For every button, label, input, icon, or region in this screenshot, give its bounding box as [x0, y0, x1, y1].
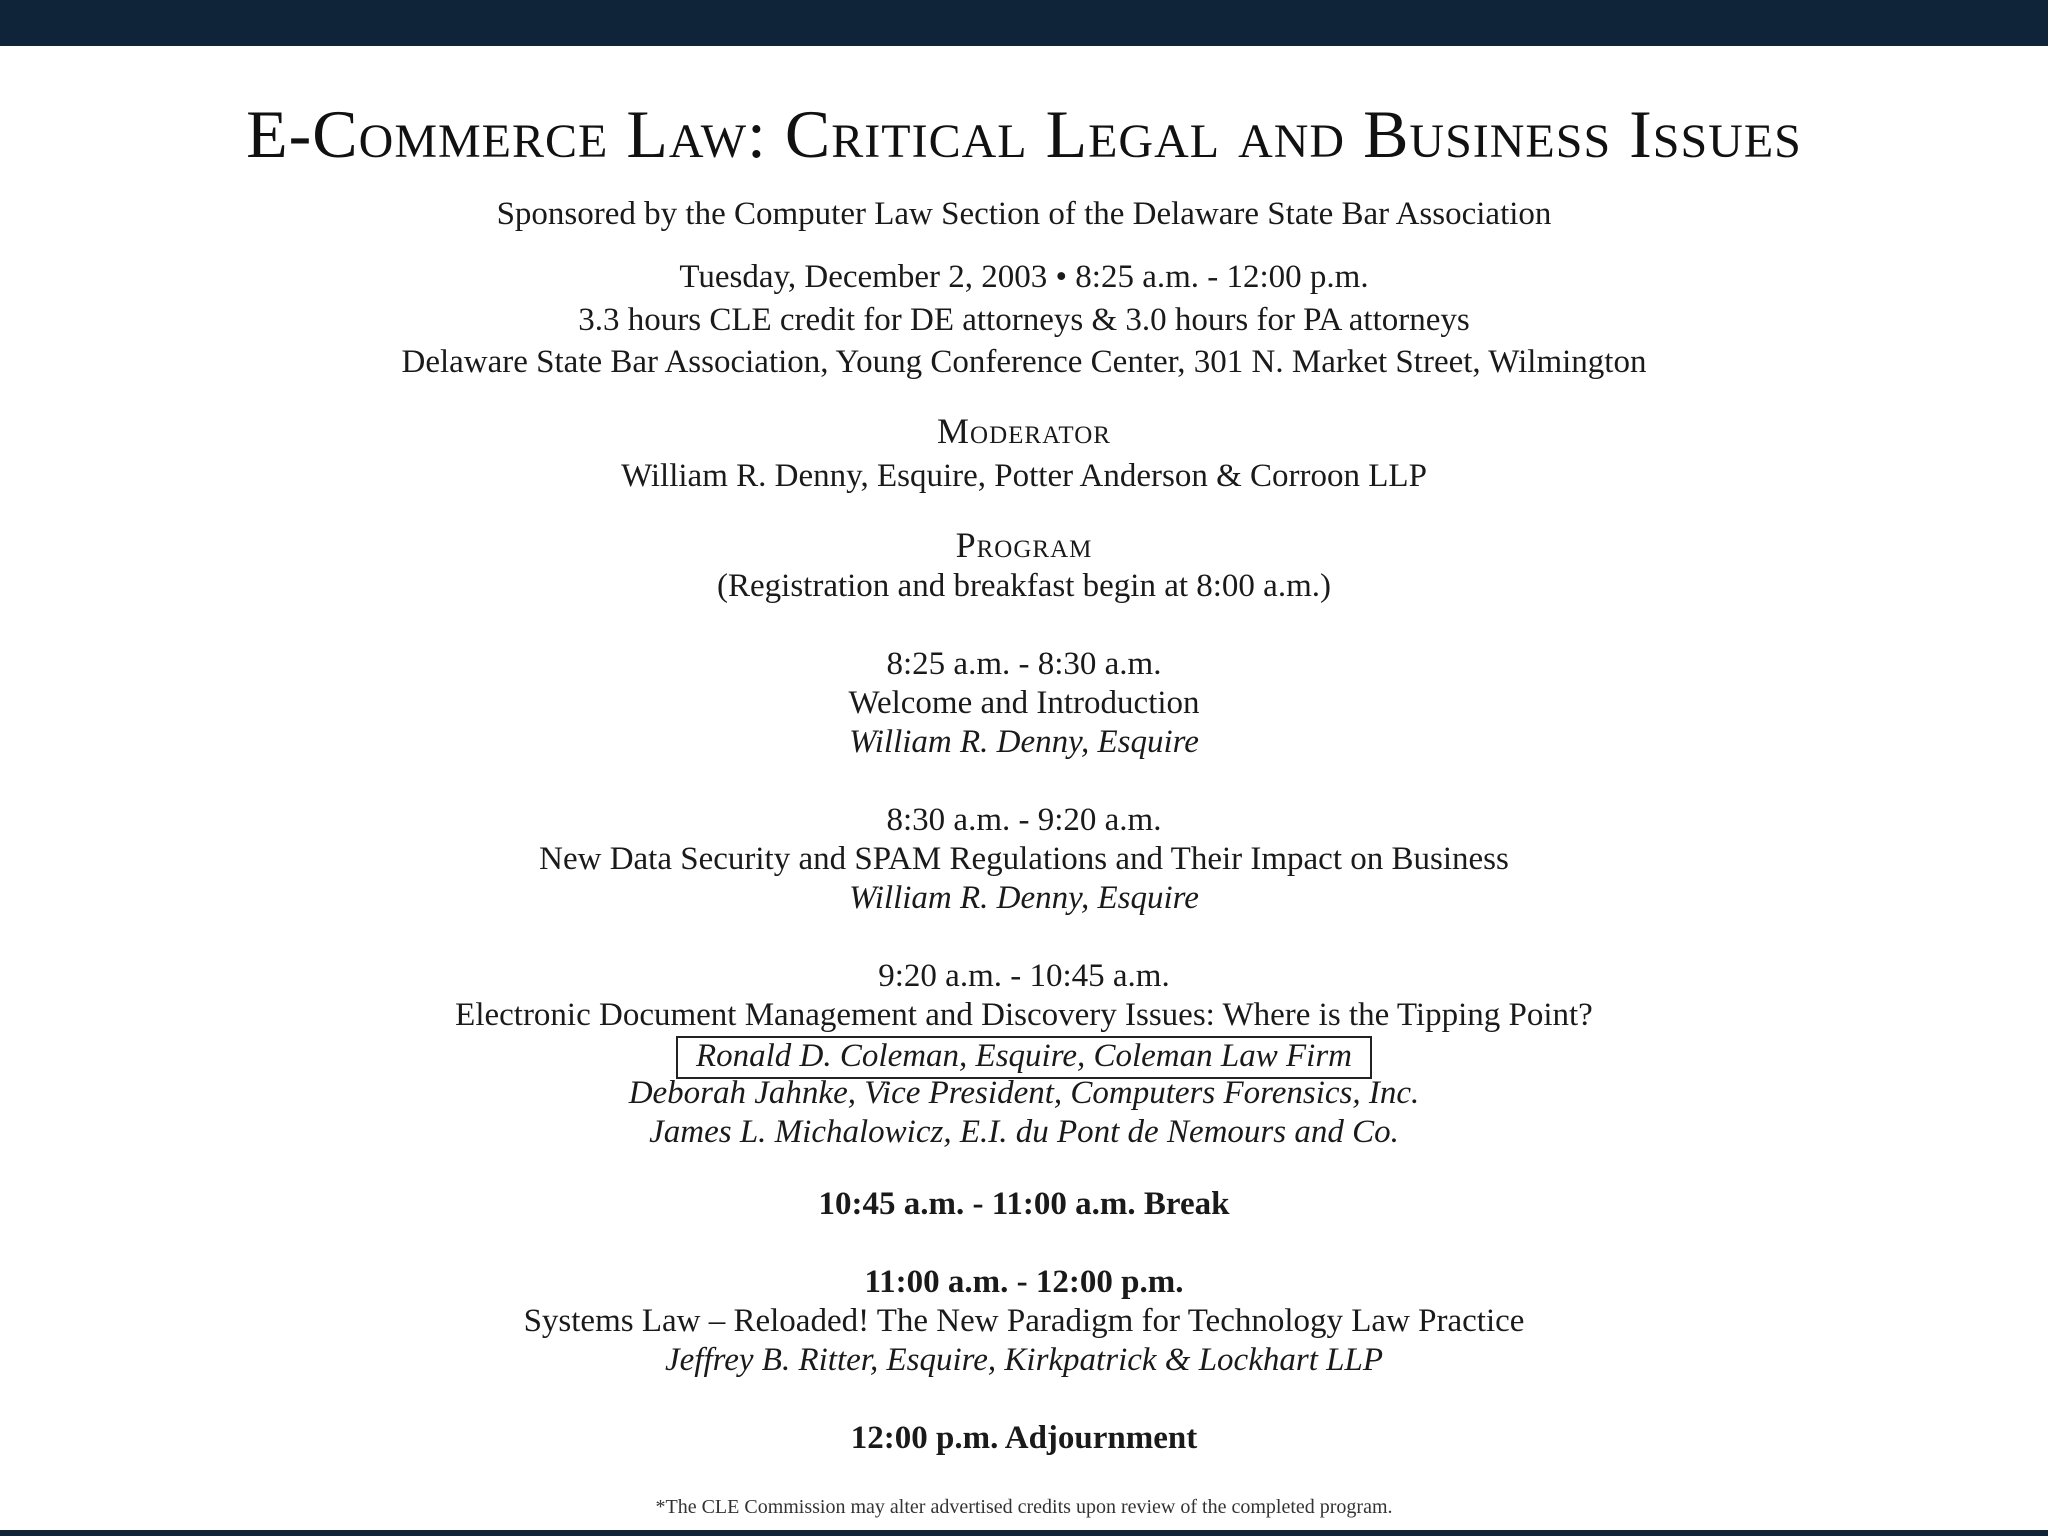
credits-line: 3.3 hours CLE credit for DE attorneys & 3.0 hours for PA attorneys — [578, 302, 1470, 338]
sponsor-line: Sponsored by the Computer Law Section of the Delaware State Bar Association — [496, 196, 1552, 232]
session-3-title: Electronic Document Management and Discovery Issues: Where is the Tipping Point? — [455, 997, 1593, 1033]
session-3-time: 9:20 a.m. - 10:45 a.m. — [878, 958, 1170, 994]
footnote: *The CLE Commission may alter advertised credits upon review of the completed program. — [655, 1496, 1393, 1518]
registration-note: (Registration and breakfast begin at 8:00 a.m.) — [717, 568, 1331, 604]
program-heading: Program — [955, 525, 1093, 565]
session-1-speaker-1: William R. Denny, Esquire — [849, 724, 1199, 760]
location-line: Delaware State Bar Association, Young Conference Center, 301 N. Market Street, Wilmington — [401, 344, 1647, 380]
document-title: E-Commerce Law: Critical Legal and Business Issues — [246, 96, 1802, 172]
session-4-time: 11:00 a.m. - 12:00 p.m. — [864, 1264, 1184, 1300]
session-2-speaker-1: William R. Denny, Esquire — [849, 880, 1199, 916]
date-time-line: Tuesday, December 2, 2003 • 8:25 a.m. - 12:00 p.m. — [679, 259, 1369, 295]
session-3-speaker-1-highlight: Ronald D. Coleman, Esquire, Coleman Law Firm — [676, 1036, 1372, 1079]
session-1-time: 8:25 a.m. - 8:30 a.m. — [886, 646, 1162, 682]
session-3-speaker-1-row — [0, 1036, 2048, 1079]
adjournment-line: 12:00 p.m. Adjournment — [850, 1420, 1198, 1456]
session-3-speaker-2: Deborah Jahnke, Vice President, Computers Forensics, Inc. — [628, 1075, 1420, 1111]
session-1-title: Welcome and Introduction — [848, 685, 1200, 721]
session-3-speaker-3: James L. Michalowicz, E.I. du Pont de Nemours and Co. — [649, 1114, 1399, 1150]
moderator-name: William R. Denny, Esquire, Potter Anderson & Corroon LLP — [621, 458, 1427, 494]
break-line: 10:45 a.m. - 11:00 a.m. Break — [818, 1186, 1230, 1222]
session-4-title: Systems Law – Reloaded! The New Paradigm for Technology Law Practice — [523, 1303, 1525, 1339]
session-2-title: New Data Security and SPAM Regulations and Their Impact on Business — [539, 841, 1509, 877]
top-header-band — [0, 0, 2048, 46]
session-4-speaker-1: Jeffrey B. Ritter, Esquire, Kirkpatrick & Lockhart LLP — [665, 1342, 1383, 1378]
moderator-heading: Moderator — [937, 411, 1111, 451]
session-2-time: 8:30 a.m. - 9:20 a.m. — [886, 802, 1162, 838]
bottom-border-band — [0, 1530, 2048, 1536]
